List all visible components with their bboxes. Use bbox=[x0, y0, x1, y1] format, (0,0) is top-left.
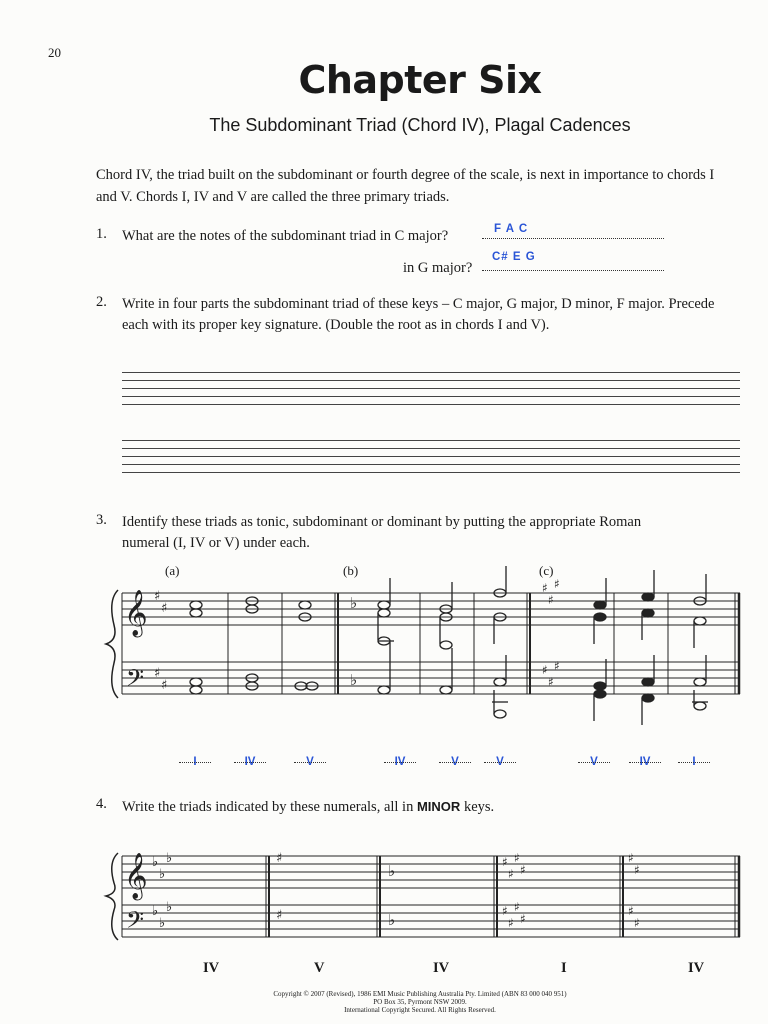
q4-text-after: keys. bbox=[463, 799, 495, 815]
svg-text:♭: ♭ bbox=[152, 904, 159, 919]
q4-numeral-5: IV bbox=[688, 960, 705, 976]
q3-answer-7: V bbox=[590, 756, 598, 768]
svg-text:♭: ♭ bbox=[166, 851, 173, 866]
q3-answer-1: I bbox=[193, 756, 197, 768]
svg-text:𝄞: 𝄞 bbox=[124, 590, 148, 636]
copyright-line-1: Copyright © 2007 (Revised), 1986 EMI Music Publishing Australia Pty. Limited (ABN 83 000 040 951) bbox=[273, 990, 567, 998]
svg-text:𝄢: 𝄢 bbox=[126, 906, 145, 939]
q1-answer-g: C# E G bbox=[492, 251, 536, 263]
intro-paragraph: Chord IV, the triad built on the subdominant or fourth degree of the scale, is next in importance to chords I and V. Chords I, IV and V are called the three primary triads. bbox=[96, 167, 715, 205]
svg-text:♯: ♯ bbox=[508, 867, 514, 881]
q3-answer-5: V bbox=[451, 756, 459, 768]
q3-answer-8: IV bbox=[639, 756, 651, 768]
q3-answer-9: I bbox=[692, 756, 696, 768]
q1-text-c: What are the notes of the subdominant triad in C major? bbox=[122, 228, 449, 244]
q4-text-bold: MINOR bbox=[416, 799, 461, 814]
svg-text:♯: ♯ bbox=[154, 666, 161, 681]
svg-text:♯: ♯ bbox=[520, 863, 526, 877]
q3-number: 3. bbox=[96, 512, 107, 528]
svg-text:♯: ♯ bbox=[514, 900, 520, 914]
svg-text:♭: ♭ bbox=[350, 594, 358, 612]
svg-text:♯: ♯ bbox=[276, 908, 283, 923]
svg-text:♯: ♯ bbox=[634, 863, 640, 877]
q3-answer-3: V bbox=[306, 756, 314, 768]
svg-text:♯: ♯ bbox=[554, 577, 560, 591]
svg-text:♯: ♯ bbox=[161, 601, 168, 616]
svg-text:♯: ♯ bbox=[161, 678, 168, 693]
svg-text:♯: ♯ bbox=[520, 912, 526, 926]
svg-text:♯: ♯ bbox=[502, 855, 508, 869]
q1-answer-c: F A C bbox=[494, 223, 529, 235]
q4-numeral-2: V bbox=[314, 960, 325, 976]
svg-text:♯: ♯ bbox=[276, 851, 283, 866]
q4-numeral-4: I bbox=[561, 960, 567, 976]
svg-text:♯: ♯ bbox=[554, 659, 560, 673]
q3-answer-2: IV bbox=[244, 756, 256, 768]
q3-text: Identify these triads as tonic, subdominant or dominant by putting the appropriate Roman numeral (I, IV or V) under each. bbox=[122, 514, 642, 551]
svg-text:♯: ♯ bbox=[154, 589, 161, 604]
chapter-subtitle: The Subdominant Triad (Chord IV), Plagal Cadences bbox=[209, 115, 631, 135]
q4-number: 4. bbox=[96, 796, 107, 812]
copyright-line-2: PO Box 35, Pyrmont NSW 2009. bbox=[373, 998, 467, 1006]
q3-section-b-label: (b) bbox=[343, 563, 359, 578]
q4-numeral-1: IV bbox=[203, 960, 220, 976]
svg-text:♭: ♭ bbox=[152, 855, 159, 870]
q1-text-g: in G major? bbox=[403, 260, 473, 276]
chapter-title: Chapter Six bbox=[298, 58, 542, 102]
svg-text:♭: ♭ bbox=[159, 867, 166, 882]
svg-text:♯: ♯ bbox=[628, 851, 634, 865]
svg-text:♯: ♯ bbox=[628, 904, 634, 918]
copyright-line-3: International Copyright Secured. All Rights Reserved. bbox=[344, 1006, 496, 1014]
q3-answer-6: V bbox=[496, 756, 504, 768]
copyright-notice bbox=[0, 990, 768, 1014]
svg-text:♭: ♭ bbox=[388, 862, 396, 880]
svg-text:♯: ♯ bbox=[542, 581, 548, 595]
svg-text:𝄢: 𝄢 bbox=[126, 664, 145, 697]
svg-text:♯: ♯ bbox=[634, 916, 640, 930]
svg-text:♯: ♯ bbox=[548, 593, 554, 607]
svg-text:♯: ♯ bbox=[542, 663, 548, 677]
svg-text:♭: ♭ bbox=[159, 916, 166, 931]
q2-number: 2. bbox=[96, 294, 107, 310]
svg-text:♭: ♭ bbox=[350, 671, 358, 689]
svg-text:♯: ♯ bbox=[508, 916, 514, 930]
svg-text:♭: ♭ bbox=[388, 911, 396, 929]
q2-text: Write in four parts the subdominant triad of these keys – C major, G major, D minor, F major. Precede each with its proper key signature. (Double the root as in chords I and V). bbox=[122, 296, 715, 333]
svg-text:♯: ♯ bbox=[548, 675, 554, 689]
q3-section-c-label: (c) bbox=[539, 563, 554, 578]
svg-text:♯: ♯ bbox=[514, 851, 520, 865]
q4-text-before: Write the triads indicated by these numerals, all in bbox=[122, 799, 414, 815]
q3-section-a-label: (a) bbox=[165, 563, 180, 578]
svg-text:𝄞: 𝄞 bbox=[124, 853, 148, 899]
q4-numeral-3: IV bbox=[433, 960, 450, 976]
q3-answer-4: IV bbox=[394, 756, 406, 768]
svg-text:♯: ♯ bbox=[502, 904, 508, 918]
page-number: 20 bbox=[48, 45, 61, 60]
q1-number: 1. bbox=[96, 226, 107, 242]
svg-text:♭: ♭ bbox=[166, 900, 173, 915]
